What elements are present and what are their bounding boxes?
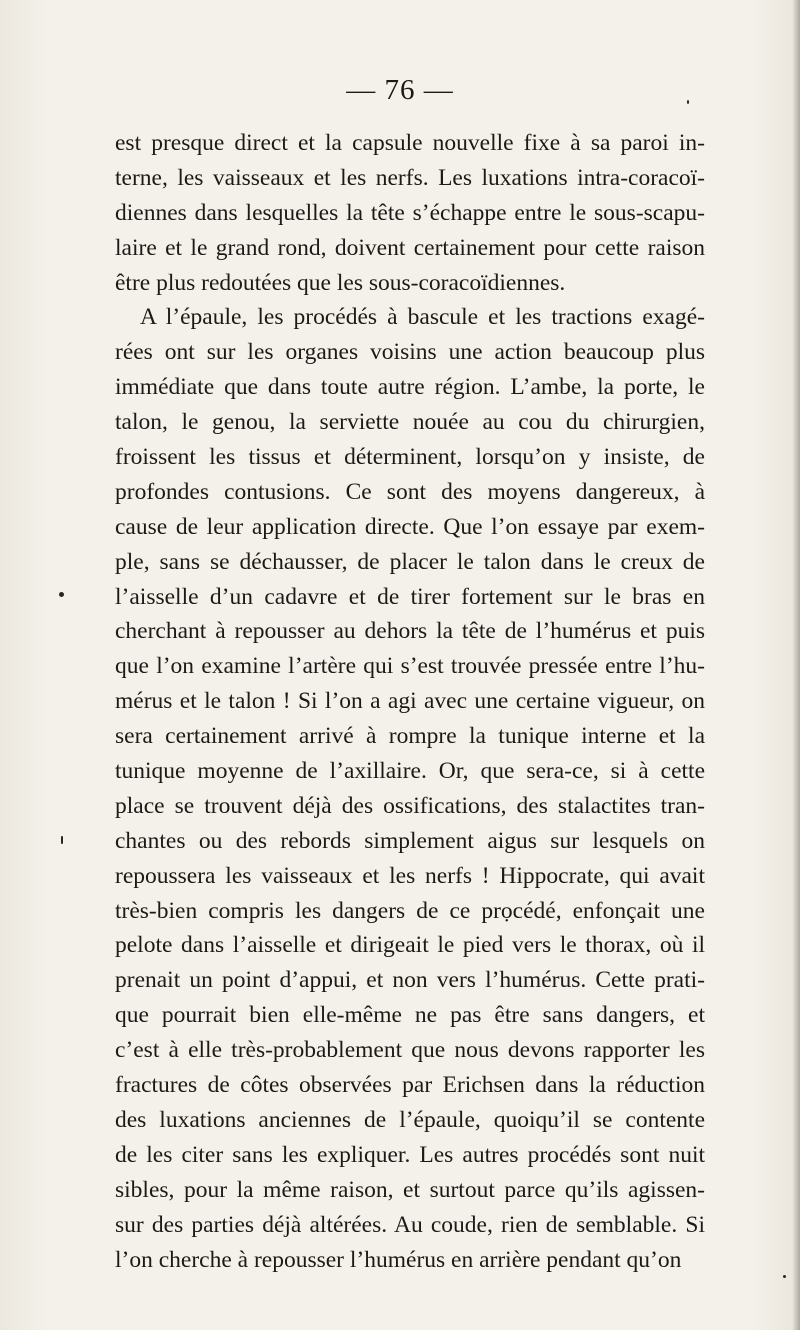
text-line: rées ont sur les organes voisins une action beaucoup plus <box>115 339 705 366</box>
text-line: prenait un point d’appui, et non vers l’humérus. Cette prati- <box>115 967 705 994</box>
text-line: froissent les tissus et déterminent, lorsqu’on y insiste, de <box>115 444 705 471</box>
text-line: tunique moyenne de l’axillaire. Or, que sera-ce, si à cette <box>115 758 705 785</box>
text-line: chantes ou des rebords simplement aigus sur lesquels on <box>115 827 705 854</box>
text-line: c’est à elle très-probablement que nous devons rapporter les <box>115 1037 705 1064</box>
text-line: laire et le grand rond, doivent certainement pour cette raison <box>115 234 705 261</box>
text-line: ple, sans se déchausser, de placer le talon dans le creux de <box>115 548 705 575</box>
text-line: mérus et le talon ! Si l’on a agi avec une certaine vigueur, on <box>115 688 705 715</box>
text-line: très-bien compris les dangers de ce prọcédé, enfonçait une <box>115 897 705 924</box>
text-line: profondes contusions. Ce sont des moyens dangereux, à <box>115 478 705 505</box>
text-line: fractures de côtes observées par Erichsen dans la réduction <box>115 1072 705 1099</box>
text-line: est presque direct et la capsule nouvelle fixe à sa paroi in- <box>115 130 705 156</box>
text-line: que l’on examine l’artère qui s’est trouvée pressée entre l’hu- <box>115 653 705 680</box>
text-line: pelote dans l’aisselle et dirigeait le pied vers le thorax, où il <box>115 932 705 959</box>
text-line: des luxations anciennes de l’épaule, quoiqu’il se contente <box>115 1106 705 1133</box>
text-line: A l’épaule, les procédés à bascule et les tractions exagé- <box>140 304 705 331</box>
text-line: l’on cherche à repousser l’humérus en arrière pendant qu’on <box>115 1246 682 1273</box>
text-line: l’aisselle d’un cadavre et de tirer fortement sur le bras en <box>115 583 705 610</box>
text-line: cherchant à repousser au dehors la tête de l’humérus et puis <box>115 618 705 645</box>
text-line: immédiate que dans toute autre région. L’ambe, la porte, le <box>115 374 705 401</box>
body-text <box>115 126 705 1277</box>
text-line: terne, les vaisseaux et les nerfs. Les luxations intra-coracoï- <box>115 164 705 191</box>
text-line: sur des parties déjà altérées. Au coude, rien de semblable. Si <box>115 1211 705 1238</box>
text-line: être plus redoutées que les sous-coracoïdiennes. <box>115 269 566 296</box>
text-line: talon, le genou, la serviette nouée au cou du chirurgien, <box>115 409 705 436</box>
text-line: cause de leur application directe. Que l’on essaye par exem- <box>115 513 705 540</box>
ink-speck <box>59 592 64 597</box>
ink-speck <box>61 836 63 844</box>
ink-speck <box>783 1275 786 1278</box>
text-line: de les citer sans les expliquer. Les autres procédés sont nuit <box>115 1141 705 1168</box>
text-line: que pourrait bien elle-même ne pas être sans dangers, et <box>115 1002 705 1029</box>
ink-speck <box>687 100 689 104</box>
text-line: diennes dans lesquelles la tête s’échappe entre le sous-scapu- <box>115 199 705 226</box>
text-line: repoussera les vaisseaux et les nerfs ! Hippocrate, qui avait <box>115 862 705 889</box>
page-number-header: — 76 — <box>346 74 454 106</box>
text-line: sera certainement arrivé à rompre la tunique interne et la <box>115 723 705 750</box>
text-line: place se trouvent déjà des ossifications, des stalactites tran- <box>115 792 705 819</box>
page-edge-shadow <box>792 0 800 1330</box>
text-line: sibles, pour la même raison, et surtout parce qu’ils agissen- <box>115 1176 705 1203</box>
